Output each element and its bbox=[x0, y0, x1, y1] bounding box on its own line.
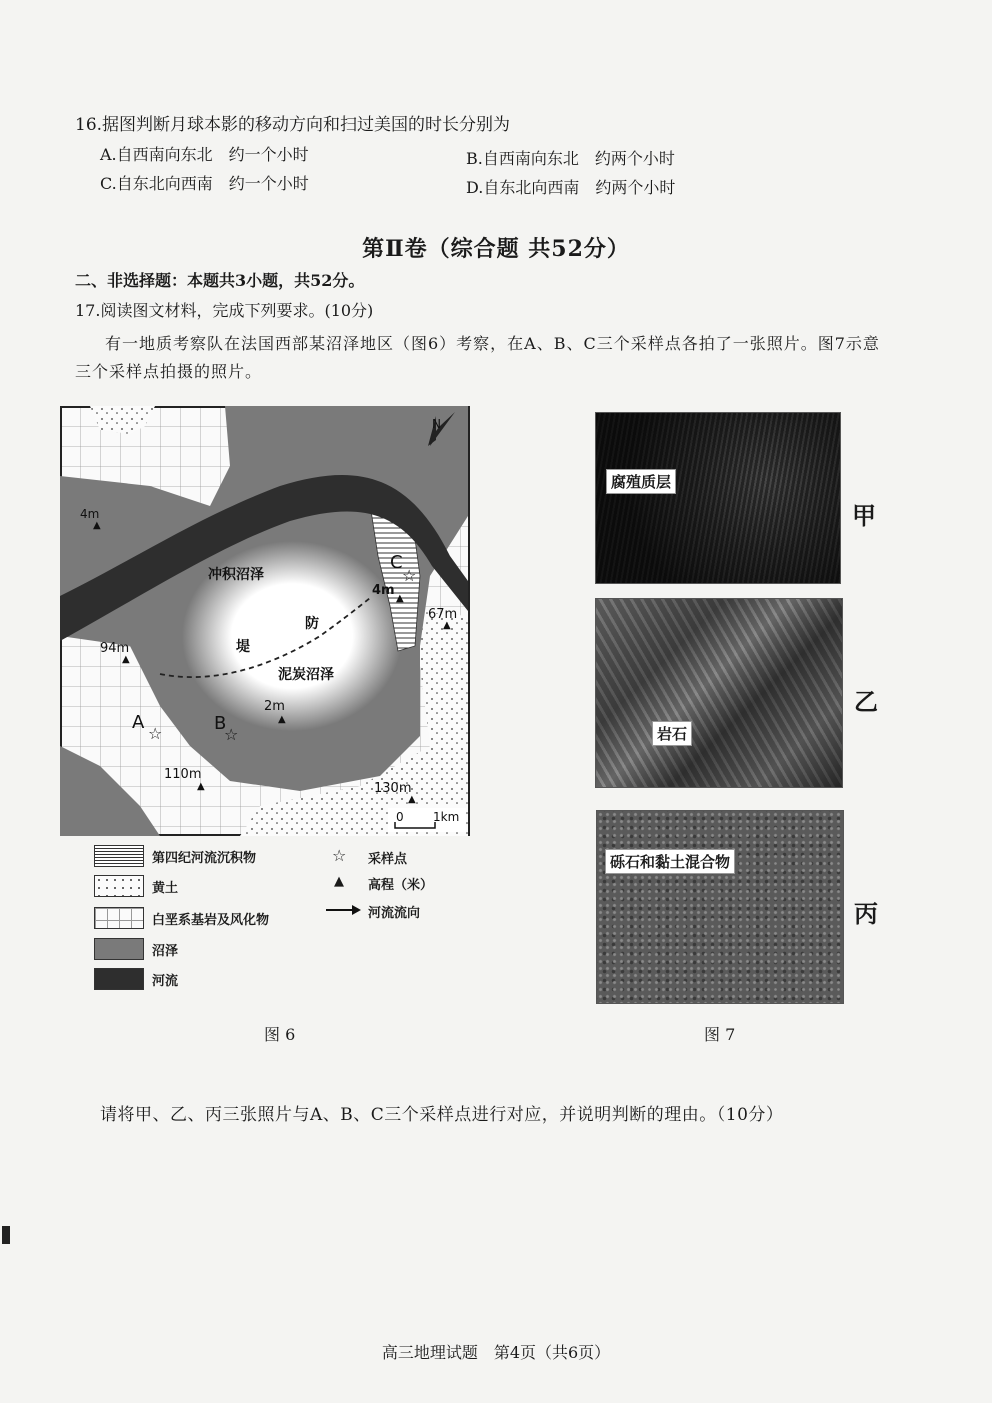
triangle-icon: ▲ bbox=[334, 874, 344, 889]
triangle-icon: ▲ bbox=[122, 654, 130, 665]
legend-swatch-river-deposit bbox=[94, 845, 144, 867]
q16-stem: 16.据图判断月球本影的移动方向和扫过美国的时长分别为 bbox=[75, 115, 511, 135]
photo-label-rock: 岩石 bbox=[652, 721, 692, 746]
triangle-icon: ▲ bbox=[93, 520, 101, 531]
q17-question: 请将甲、乙、丙三张照片与A、B、C三个采样点进行对应，并说明判断的理由。（10分） bbox=[100, 1105, 784, 1125]
section-subtitle: 二、非选择题：本题共3小题，共52分。 bbox=[75, 271, 365, 290]
north-label: N bbox=[432, 417, 441, 431]
photo-yi bbox=[595, 598, 843, 788]
elevation-label: 2m bbox=[264, 699, 285, 714]
triangle-icon: ▲ bbox=[408, 794, 416, 805]
legend-swatch-swamp bbox=[94, 938, 144, 960]
legend-flow-direction: 河流流向 bbox=[368, 906, 421, 921]
photo-jia bbox=[595, 412, 841, 584]
legend-bedrock: 白垩系基岩及风化物 bbox=[152, 913, 270, 928]
legend-river: 河流 bbox=[152, 974, 179, 989]
figure-6-caption: 图 6 bbox=[264, 1025, 296, 1044]
map-figure bbox=[60, 406, 470, 836]
legend-loess: 黄土 bbox=[152, 881, 179, 896]
legend-elevation: 高程（米） bbox=[368, 878, 434, 893]
label-sample-a: A bbox=[132, 712, 145, 733]
star-icon-c: ☆ bbox=[402, 566, 417, 585]
photo-label-gravel: 砾石和黏土混合物 bbox=[605, 849, 735, 874]
star-icon-b: ☆ bbox=[224, 725, 239, 744]
triangle-icon: ▲ bbox=[197, 781, 205, 792]
elevation-label: 4m bbox=[372, 583, 395, 598]
photo-tag-jia: 甲 bbox=[852, 502, 876, 530]
triangle-icon: ▲ bbox=[278, 714, 286, 725]
elevation-label: 110m bbox=[164, 767, 202, 782]
legend-river-deposit: 第四纪河流沉积物 bbox=[152, 851, 257, 866]
legend-swamp: 沼泽 bbox=[152, 944, 179, 959]
margin-mark bbox=[2, 1226, 10, 1244]
elevation-label: 4m bbox=[80, 507, 100, 521]
label-dike-1: 堤 bbox=[236, 639, 250, 655]
q17-stem: 17.阅读图文材料，完成下列要求。(10分) bbox=[75, 301, 374, 320]
triangle-icon: ▲ bbox=[396, 593, 404, 604]
label-sample-c: C bbox=[390, 552, 403, 573]
photo-label-humus: 腐殖质层 bbox=[606, 469, 676, 494]
figure-7-caption: 图 7 bbox=[704, 1025, 736, 1044]
triangle-icon: ▲ bbox=[443, 620, 451, 631]
label-sample-b: B bbox=[214, 713, 227, 734]
arrow-icon bbox=[326, 904, 362, 916]
scale-one: 1km bbox=[433, 810, 460, 824]
q16-option-c: C.自东北向西南 约一个小时 bbox=[100, 174, 309, 193]
legend-swatch-river bbox=[94, 968, 144, 990]
elevation-label: 67m bbox=[428, 607, 458, 622]
q16-option-d: D.自东北向西南 约两个小时 bbox=[466, 178, 676, 197]
photo-bing bbox=[596, 810, 844, 1004]
section-title: 第Ⅱ卷（综合题 共52分） bbox=[362, 236, 630, 262]
label-dike-2: 防 bbox=[305, 616, 319, 632]
label-alluvial-swamp: 冲积沼泽 bbox=[208, 567, 264, 583]
legend-swatch-bedrock bbox=[94, 907, 144, 929]
elevation-label: 94m bbox=[100, 641, 130, 656]
q16-option-b: B.自西南向东北 约两个小时 bbox=[466, 149, 675, 168]
elevation-label: 130m bbox=[374, 781, 412, 796]
photo-tag-yi: 乙 bbox=[854, 688, 878, 716]
star-icon-a: ☆ bbox=[148, 724, 163, 743]
legend-swatch-loess bbox=[94, 875, 144, 897]
legend-sample-point: 采样点 bbox=[368, 852, 408, 867]
q17-paragraph: 有一地质考察队在法国西部某沼泽地区（图6）考察，在A、B、C三个采样点各拍了一张照片。图7示意三个采样点拍摄的照片。 bbox=[75, 334, 880, 381]
star-icon: ☆ bbox=[332, 846, 347, 865]
q16-option-a: A.自西南向东北 约一个小时 bbox=[100, 145, 309, 164]
label-peat-swamp: 泥炭沼泽 bbox=[278, 667, 334, 683]
scale-zero: 0 bbox=[396, 810, 404, 824]
page-footer: 高三地理试题 第4页（共6页） bbox=[381, 1343, 611, 1362]
photo-tag-bing: 丙 bbox=[854, 900, 878, 928]
